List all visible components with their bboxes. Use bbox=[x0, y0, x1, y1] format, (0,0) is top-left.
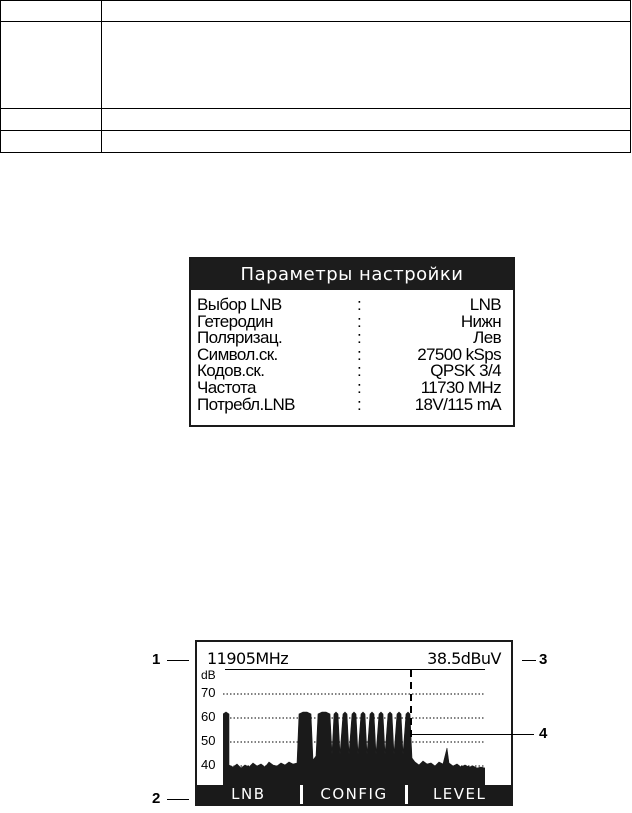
table-cell bbox=[102, 22, 631, 109]
level-softkey[interactable]: LEVEL bbox=[405, 785, 511, 804]
spectrum-trace bbox=[223, 712, 485, 786]
callout-2: 2 bbox=[152, 790, 161, 807]
callout-3-line bbox=[522, 660, 536, 661]
table-row bbox=[1, 22, 631, 109]
top-table bbox=[0, 0, 631, 153]
settings-label: Поляризац. bbox=[197, 328, 283, 348]
settings-list bbox=[197, 297, 501, 413]
settings-title: Параметры настройки bbox=[191, 259, 513, 290]
settings-value: LNB bbox=[469, 295, 501, 314]
settings-label: Символ.ск. bbox=[197, 344, 278, 364]
table-cell bbox=[1, 109, 102, 131]
settings-label: Кодов.ск. bbox=[197, 361, 265, 381]
table-cell bbox=[1, 22, 102, 109]
settings-value: Нижн bbox=[460, 311, 501, 331]
lnb-softkey[interactable]: LNB bbox=[231, 785, 266, 803]
table-row bbox=[1, 131, 631, 153]
axis-unit: dB bbox=[201, 668, 216, 682]
settings-label: Выбор LNB bbox=[197, 295, 282, 314]
settings-separator: : bbox=[357, 295, 362, 314]
settings-label: Потребл.LNB bbox=[197, 394, 295, 414]
axis-tick-50: 50 bbox=[201, 733, 216, 748]
settings-row-lnb-power bbox=[197, 394, 501, 414]
settings-value: 27500 kSps bbox=[417, 344, 501, 364]
settings-value: Лев bbox=[473, 328, 501, 348]
settings-separator: : bbox=[357, 377, 362, 397]
table-row bbox=[1, 1, 631, 22]
callout-1-line bbox=[167, 660, 189, 661]
axis-tick-60: 60 bbox=[201, 709, 216, 724]
softkey-bar bbox=[197, 785, 511, 804]
settings-value: 11730 MHz bbox=[420, 377, 501, 397]
table-cell bbox=[102, 109, 631, 131]
table-cell bbox=[102, 131, 631, 153]
table-cell bbox=[102, 1, 631, 22]
settings-separator: : bbox=[357, 344, 362, 364]
settings-separator: : bbox=[357, 328, 362, 348]
settings-label: Частота bbox=[197, 377, 256, 397]
settings-separator: : bbox=[357, 361, 362, 381]
settings-value: 18V/115 mA bbox=[414, 394, 501, 414]
frequency-readout: 11905MHz bbox=[207, 649, 289, 668]
table-row bbox=[1, 109, 631, 131]
callout-2-line bbox=[167, 799, 189, 800]
level-readout: 38.5dBuV bbox=[427, 649, 501, 668]
axis-tick-70: 70 bbox=[201, 685, 216, 700]
axis-tick-40: 40 bbox=[201, 757, 216, 772]
callout-3: 3 bbox=[539, 651, 548, 668]
settings-label: Гетеродин bbox=[197, 311, 273, 331]
settings-separator: : bbox=[357, 394, 362, 414]
spectrum-screen bbox=[195, 640, 513, 806]
settings-separator: : bbox=[357, 311, 362, 331]
spectrum-plot bbox=[223, 670, 485, 787]
callout-1: 1 bbox=[152, 651, 161, 668]
table-cell bbox=[1, 1, 102, 22]
callout-4-line bbox=[410, 734, 534, 735]
callout-4: 4 bbox=[539, 725, 548, 742]
table-cell bbox=[1, 131, 102, 153]
settings-screen bbox=[189, 257, 515, 427]
settings-value: QPSK 3/4 bbox=[430, 361, 501, 381]
config-softkey[interactable]: CONFIG bbox=[300, 785, 406, 804]
